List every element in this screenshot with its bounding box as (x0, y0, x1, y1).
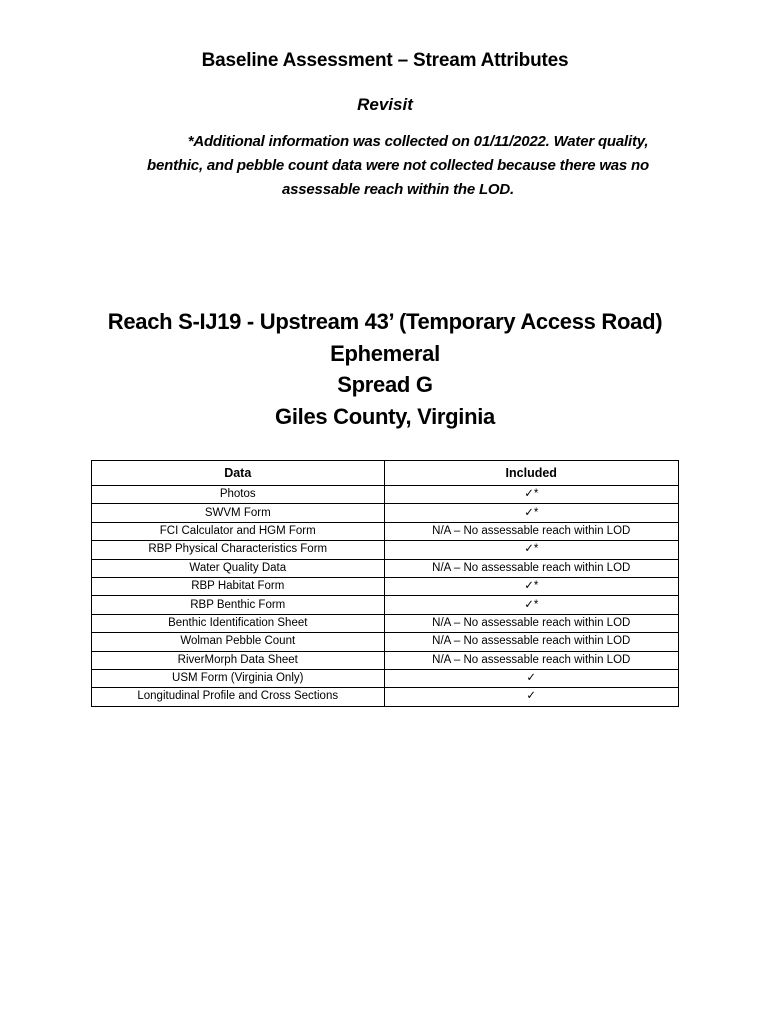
row-data-cell: Photos (92, 486, 385, 504)
row-data-cell: RBP Physical Characteristics Form (92, 541, 385, 559)
reach-heading (0, 306, 770, 432)
column-header-included: Included (384, 461, 679, 486)
data-included-table (91, 460, 679, 707)
table-row (92, 577, 679, 595)
row-included-cell: ✓ (384, 669, 679, 687)
table-row (92, 651, 679, 669)
table-row (92, 504, 679, 522)
note-text: *Additional information was collected on 01/11/2022. Water quality, benthic, and pebble count data were not collected because there was no assessable reach within the LOD. (147, 133, 649, 198)
row-included-cell: ✓* (384, 541, 679, 559)
reach-type: Ephemeral (330, 340, 440, 366)
table-row (92, 614, 679, 632)
row-included-cell: N/A – No assessable reach within LOD (384, 614, 679, 632)
row-data-cell: Wolman Pebble Count (92, 633, 385, 651)
row-data-cell: FCI Calculator and HGM Form (92, 522, 385, 540)
table-row (92, 522, 679, 540)
table-row (92, 633, 679, 651)
reach-spread: Spread G (337, 372, 433, 397)
row-included-cell: N/A – No assessable reach within LOD (384, 559, 679, 577)
table-header-row (92, 461, 679, 486)
row-included-cell: N/A – No assessable reach within LOD (384, 522, 679, 540)
table-row (92, 596, 679, 614)
row-data-cell: Longitudinal Profile and Cross Sections (92, 688, 385, 706)
row-data-cell: RBP Benthic Form (92, 596, 385, 614)
reach-name: Reach S-IJ19 - Upstream 43’ (Temporary Access Road) (107, 309, 663, 334)
page-title: Baseline Assessment – Stream Attributes (201, 50, 569, 71)
row-data-cell: Water Quality Data (92, 559, 385, 577)
table-row (92, 486, 679, 504)
row-data-cell: SWVM Form (92, 504, 385, 522)
row-included-cell: ✓* (384, 596, 679, 614)
table-row (92, 688, 679, 706)
table-row (92, 559, 679, 577)
row-included-cell: ✓* (384, 577, 679, 595)
additional-info-note (118, 130, 678, 202)
table-row (92, 669, 679, 687)
row-data-cell: USM Form (Virginia Only) (92, 669, 385, 687)
column-header-data: Data (92, 461, 385, 486)
row-included-cell: ✓* (384, 504, 679, 522)
reach-location: Giles County, Virginia (275, 403, 495, 429)
row-data-cell: Benthic Identification Sheet (92, 614, 385, 632)
row-included-cell: N/A – No assessable reach within LOD (384, 651, 679, 669)
row-included-cell: N/A – No assessable reach within LOD (384, 633, 679, 651)
row-included-cell: ✓ (384, 688, 679, 706)
row-data-cell: RBP Habitat Form (92, 577, 385, 595)
table-row (92, 541, 679, 559)
row-included-cell: ✓* (384, 486, 679, 504)
revisit-subtitle: Revisit (357, 95, 413, 114)
row-data-cell: RiverMorph Data Sheet (92, 651, 385, 669)
